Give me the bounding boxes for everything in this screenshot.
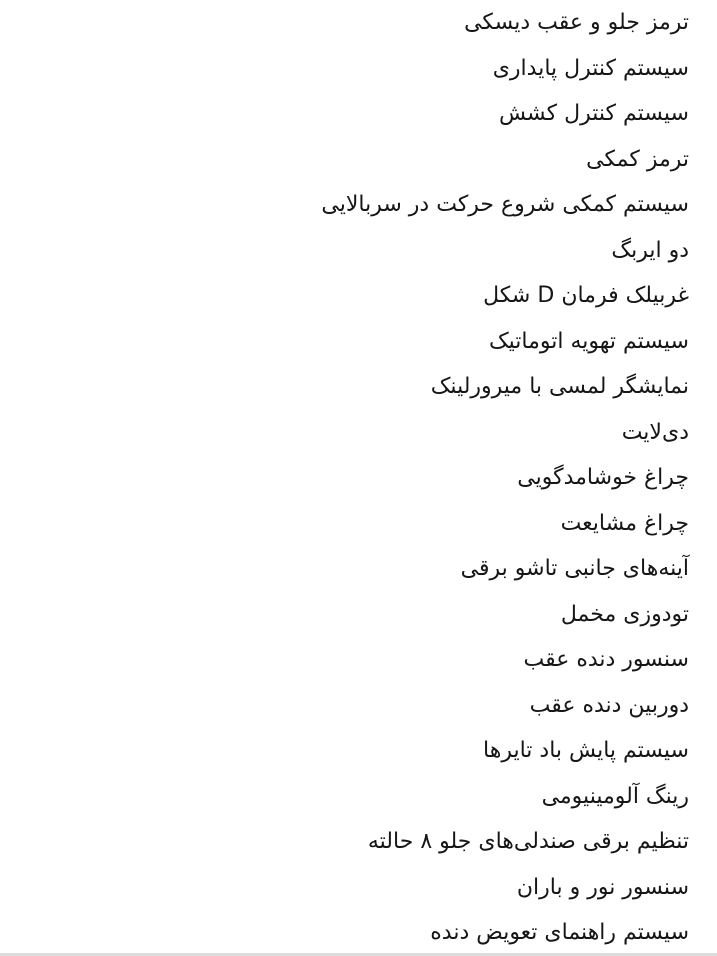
feature-item-tire-pressure-monitoring: سیستم پایش باد تایرها xyxy=(483,738,689,763)
feature-item-follow-me-home-light: چراغ مشایعت xyxy=(560,510,689,536)
feature-item-light-rain-sensor: سنسور نور و باران xyxy=(516,874,689,900)
feature-item-rear-camera: دوربین دنده عقب xyxy=(529,692,689,718)
feature-item-power-front-seats: تنظیم برقی صندلی‌های جلو ۸ حالته xyxy=(367,829,689,854)
feature-item-d-shaped-steering-wheel: غربیلک فرمان D شکل xyxy=(483,283,689,308)
feature-item-brake-assist: ترمز کمکی xyxy=(586,146,689,172)
feature-item-alloy-wheels: رینگ آلومینیومی xyxy=(541,783,689,809)
feature-item-traction-control: سیستم کنترل کشش xyxy=(499,101,689,126)
feature-item-stability-control: سیستم کنترل پایداری xyxy=(492,55,689,81)
feature-item-touchscreen-mirrorlink: نمایشگر لمسی با میرورلینک xyxy=(430,374,689,399)
feature-item-gear-shift-indicator: سیستم راهنمای تعویض دنده xyxy=(430,920,689,945)
feature-item-rear-parking-sensor: سنسور دنده عقب xyxy=(523,647,689,672)
feature-item-velvet-upholstery: تودوزی مخمل xyxy=(560,601,689,627)
feature-item-daylight: دی‌لایت xyxy=(621,419,689,445)
feature-list xyxy=(9,0,689,956)
feature-item-power-folding-mirrors: آینه‌های جانبی تاشو برقی xyxy=(460,556,689,581)
feature-item-disc-brakes: ترمز جلو و عقب دیسکی xyxy=(464,10,689,35)
feature-item-dual-airbags: دو ایربگ xyxy=(611,237,689,263)
feature-item-welcome-light: چراغ خوشامدگویی xyxy=(517,465,689,490)
feature-item-hill-start-assist: سیستم کمکی شروع حرکت در سربالایی xyxy=(321,192,689,217)
feature-item-automatic-climate: سیستم تهویه اتوماتیک xyxy=(488,328,689,354)
